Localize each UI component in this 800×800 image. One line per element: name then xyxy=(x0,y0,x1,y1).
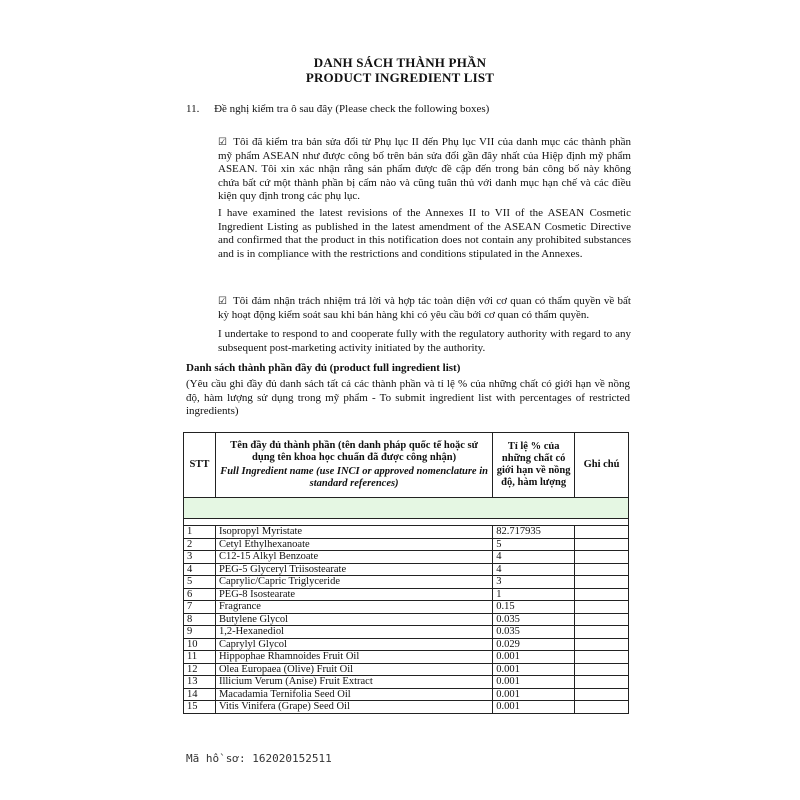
cell-ingredient-name: Isopropyl Myristate xyxy=(215,526,492,539)
cell-percentage: 4 xyxy=(493,563,575,576)
cell-percentage: 0.001 xyxy=(493,688,575,701)
header-stt: STT xyxy=(184,433,216,498)
cell-note xyxy=(575,701,629,714)
cell-stt: 7 xyxy=(184,601,216,614)
full-list-heading: Danh sách thành phần đầy đủ (product full ingredient list) xyxy=(186,362,461,374)
table-row xyxy=(184,688,629,701)
cell-percentage: 0.001 xyxy=(493,676,575,689)
cell-ingredient-name: Olea Europaea (Olive) Fruit Oil xyxy=(215,663,492,676)
declaration-1-en: I have examined the latest revisions of the Annexes II to VII of the ASEAN Cosmetic Ingredient Listing as published in the latest amendment of the ASEAN Cosmetic Directive and confirmed that the product in this notification does not contain any prohibited substances and is in compliance with the restrictions and conditions stipulated in the Annexes. xyxy=(218,207,631,260)
header-note: Ghi chú xyxy=(575,433,629,498)
table-row xyxy=(184,701,629,714)
cell-stt: 11 xyxy=(184,651,216,664)
cell-note xyxy=(575,526,629,539)
cell-note xyxy=(575,676,629,689)
table-row xyxy=(184,576,629,589)
cell-percentage: 4 xyxy=(493,551,575,564)
cell-note xyxy=(575,576,629,589)
cell-note xyxy=(575,651,629,664)
header-ratio: Tỉ lệ % của những chất có giới hạn về nồng độ, hàm lượng xyxy=(493,433,575,498)
spacer-row xyxy=(184,519,629,526)
section-number: 11. xyxy=(186,103,200,115)
cell-percentage: 3 xyxy=(493,576,575,589)
cell-ingredient-name: Macadamia Ternifolia Seed Oil xyxy=(215,688,492,701)
declaration-2-vi xyxy=(218,295,631,322)
cell-note xyxy=(575,551,629,564)
cell-percentage: 0.001 xyxy=(493,663,575,676)
cell-note xyxy=(575,638,629,651)
document-number: Mã hồ sơ: 162020152511 xyxy=(186,752,332,765)
cell-stt: 8 xyxy=(184,613,216,626)
cell-percentage: 0.035 xyxy=(493,613,575,626)
cell-percentage: 82.717935 xyxy=(493,526,575,539)
section-text: Đề nghị kiểm tra ô sau đây (Please check the following boxes) xyxy=(214,103,490,115)
title-english: PRODUCT INGREDIENT LIST xyxy=(305,70,495,85)
header-name-vi: Tên đầy đủ thành phần (tên danh pháp quốc tế hoặc sử dụng tên khoa học chuẩn đã được công nhận) xyxy=(230,440,478,463)
checkbox-checked-icon[interactable]: ☑ xyxy=(218,137,227,148)
cell-stt: 10 xyxy=(184,638,216,651)
cell-percentage: 0.001 xyxy=(493,651,575,664)
cell-ingredient-name: 1,2-Hexanediol xyxy=(215,626,492,639)
cell-ingredient-name: Caprylyl Glycol xyxy=(215,638,492,651)
cell-ingredient-name: PEG-8 Isostearate xyxy=(215,588,492,601)
declaration-2-en: I undertake to respond to and cooperate fully with the regulatory authority with regard to any subsequent post-marketing activity initiated by the authority. xyxy=(218,328,631,354)
cell-ingredient-name: PEG-5 Glyceryl Triisostearate xyxy=(215,563,492,576)
cell-ingredient-name: Cetyl Ethylhexanoate xyxy=(215,538,492,551)
header-name xyxy=(215,433,492,498)
cell-ingredient-name: Illicium Verum (Anise) Fruit Extract xyxy=(215,676,492,689)
cell-note xyxy=(575,663,629,676)
cell-ingredient-name: Vitis Vinifera (Grape) Seed Oil xyxy=(215,701,492,714)
full-list-request: (Yêu cầu ghi đầy đủ danh sách tất cả các thành phần và tỉ lệ % của những chất có giới hạn về nồng độ, hàm lượng sử dụng trong mỹ phẩm - To submit ingredient list with percentages of restricted ingredients) xyxy=(186,378,630,418)
cell-percentage: 0.035 xyxy=(493,626,575,639)
cell-note xyxy=(575,626,629,639)
cell-stt: 6 xyxy=(184,588,216,601)
cell-stt: 13 xyxy=(184,676,216,689)
cell-ingredient-name: Hippophae Rhamnoides Fruit Oil xyxy=(215,651,492,664)
title-vietnamese: DANH SÁCH THÀNH PHẦN xyxy=(313,55,487,70)
cell-ingredient-name: Butylene Glycol xyxy=(215,613,492,626)
cell-note xyxy=(575,588,629,601)
table-row xyxy=(184,626,629,639)
section-11 xyxy=(186,103,626,117)
declaration-2-vi-text: Tôi đảm nhận trách nhiệm trả lời và hợp tác toàn diện với cơ quan có thẩm quyền về bất kỳ hoạt động kiểm soát sau khi bán hàng khi có yêu cầu bởi cơ quan có thẩm quyền. xyxy=(218,295,631,321)
cell-percentage: 1 xyxy=(493,588,575,601)
cell-stt: 9 xyxy=(184,626,216,639)
cell-stt: 5 xyxy=(184,576,216,589)
cell-stt: 3 xyxy=(184,551,216,564)
highlight-band-row xyxy=(184,498,629,519)
header-name-en: Full Ingredient name (use INCI or approved nomenclature in standard references) xyxy=(220,466,488,489)
cell-note xyxy=(575,563,629,576)
cell-percentage: 0.029 xyxy=(493,638,575,651)
table-row xyxy=(184,651,629,664)
cell-note xyxy=(575,538,629,551)
table-row xyxy=(184,551,629,564)
cell-note xyxy=(575,613,629,626)
cell-stt: 14 xyxy=(184,688,216,701)
table-row xyxy=(184,588,629,601)
cell-ingredient-name: Fragrance xyxy=(215,601,492,614)
table-row xyxy=(184,676,629,689)
checkbox-checked-icon[interactable]: ☑ xyxy=(218,296,227,307)
table-row xyxy=(184,563,629,576)
cell-stt: 12 xyxy=(184,663,216,676)
table-row xyxy=(184,538,629,551)
cell-stt: 15 xyxy=(184,701,216,714)
table-row xyxy=(184,663,629,676)
cell-percentage: 0.15 xyxy=(493,601,575,614)
table-row xyxy=(184,601,629,614)
table-row xyxy=(184,526,629,539)
cell-ingredient-name: C12-15 Alkyl Benzoate xyxy=(215,551,492,564)
declaration-1-vi xyxy=(218,136,631,204)
cell-stt: 2 xyxy=(184,538,216,551)
table-header-row xyxy=(184,433,629,498)
cell-note xyxy=(575,688,629,701)
declaration-1-vi-text: Tôi đã kiểm tra bản sửa đổi từ Phụ lục II đến Phụ lục VII của danh mục các thành phần mỹ phẩm ASEAN như được công bố trên bản sửa đổi gần đây nhất của Hiệp định mỹ phẩm ASEAN. Tôi xin xác nhận rằng sản phẩm được đề cập đến trong bản công bố này không chứa bất cứ một thành phần bị cấm nào và cũng tuân thủ với danh mục hạn chế và các điều kiện quy định trong các phụ lục. xyxy=(218,136,632,203)
table-row xyxy=(184,613,629,626)
cell-stt: 4 xyxy=(184,563,216,576)
cell-percentage: 0.001 xyxy=(493,701,575,714)
cell-percentage: 5 xyxy=(493,538,575,551)
cell-stt: 1 xyxy=(184,526,216,539)
ingredient-table xyxy=(183,432,629,714)
cell-ingredient-name: Caprylic/Capric Triglyceride xyxy=(215,576,492,589)
cell-note xyxy=(575,601,629,614)
table-row xyxy=(184,638,629,651)
